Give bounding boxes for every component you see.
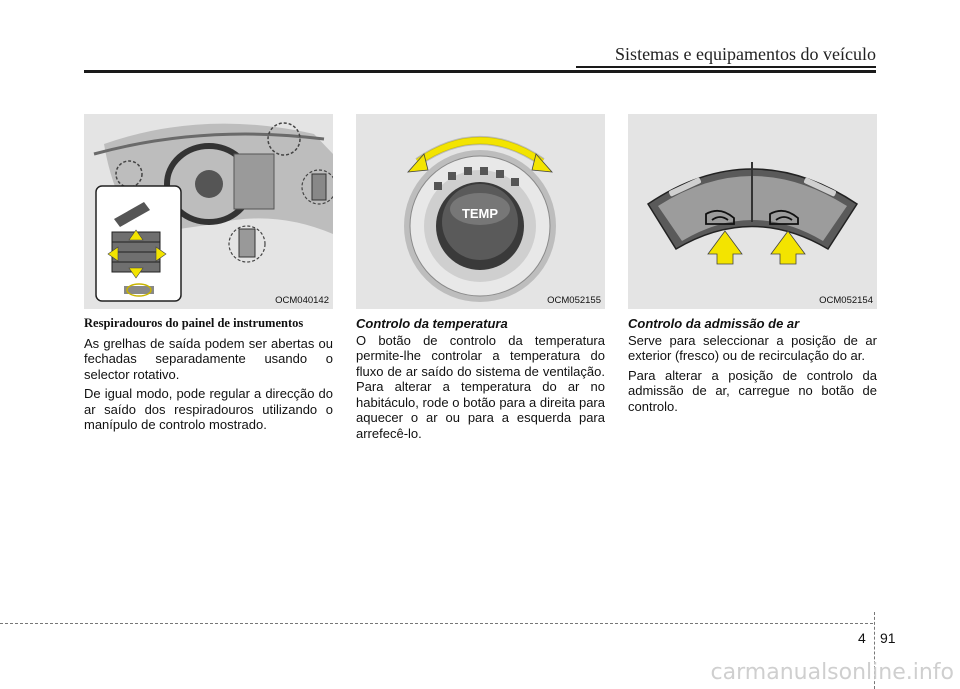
paragraph: As grelhas de saída podem ser abertas ou fechadas separadamente usando o selector rotativo. <box>84 335 333 382</box>
header-rule <box>84 70 876 73</box>
temp-knob-label: TEMP <box>461 206 499 221</box>
temperature-knob-illustration <box>356 114 605 309</box>
watermark: carmanualsonline.info <box>710 660 954 685</box>
section-heading: Controlo da temperatura <box>356 316 508 331</box>
paragraph: De igual modo, pode regular a direcção do ar saído dos respiradouros utilizando o manípulo de controlo mostrado. <box>84 386 333 432</box>
paragraph: Para alterar a posição de controlo da admissão de ar, carregue no botão de controlo. <box>628 367 877 414</box>
figure-air-intake <box>628 114 877 309</box>
running-header: Sistemas e equipamentos do veículo <box>615 44 876 64</box>
figure-dashboard-vents <box>84 114 333 309</box>
footer-rule <box>0 623 873 624</box>
figure-temperature-knob <box>356 114 605 309</box>
dashboard-illustration <box>84 114 333 309</box>
paragraph: Serve para seleccionar a posição de ar exterior (fresco) ou de recirculação do ar. <box>628 332 877 363</box>
header-rule-accent <box>576 66 876 68</box>
section-air-intake <box>628 316 877 418</box>
air-intake-illustration <box>628 114 877 309</box>
section-heading: Respiradouros do painel de instrumentos <box>84 316 304 330</box>
figure-code: OCM052155 <box>547 295 601 306</box>
paragraph: O botão de controlo da temperatura permite-lhe controlar a temperatura do fluxo de ar saído do sistema de ventilação. Para alterar a temperatura do ar no habitáculo, rode o botão para a direita para aquecer o ar ou para a esquerda para arrefecê-lo. <box>356 332 605 441</box>
section-vents <box>84 316 333 437</box>
page-number: 91 <box>880 630 896 646</box>
figure-code: OCM052154 <box>819 295 873 306</box>
figure-code: OCM040142 <box>275 295 329 306</box>
chapter-number: 4 <box>858 630 866 646</box>
section-heading: Controlo da admissão de ar <box>628 316 800 331</box>
section-temperature <box>356 316 605 445</box>
